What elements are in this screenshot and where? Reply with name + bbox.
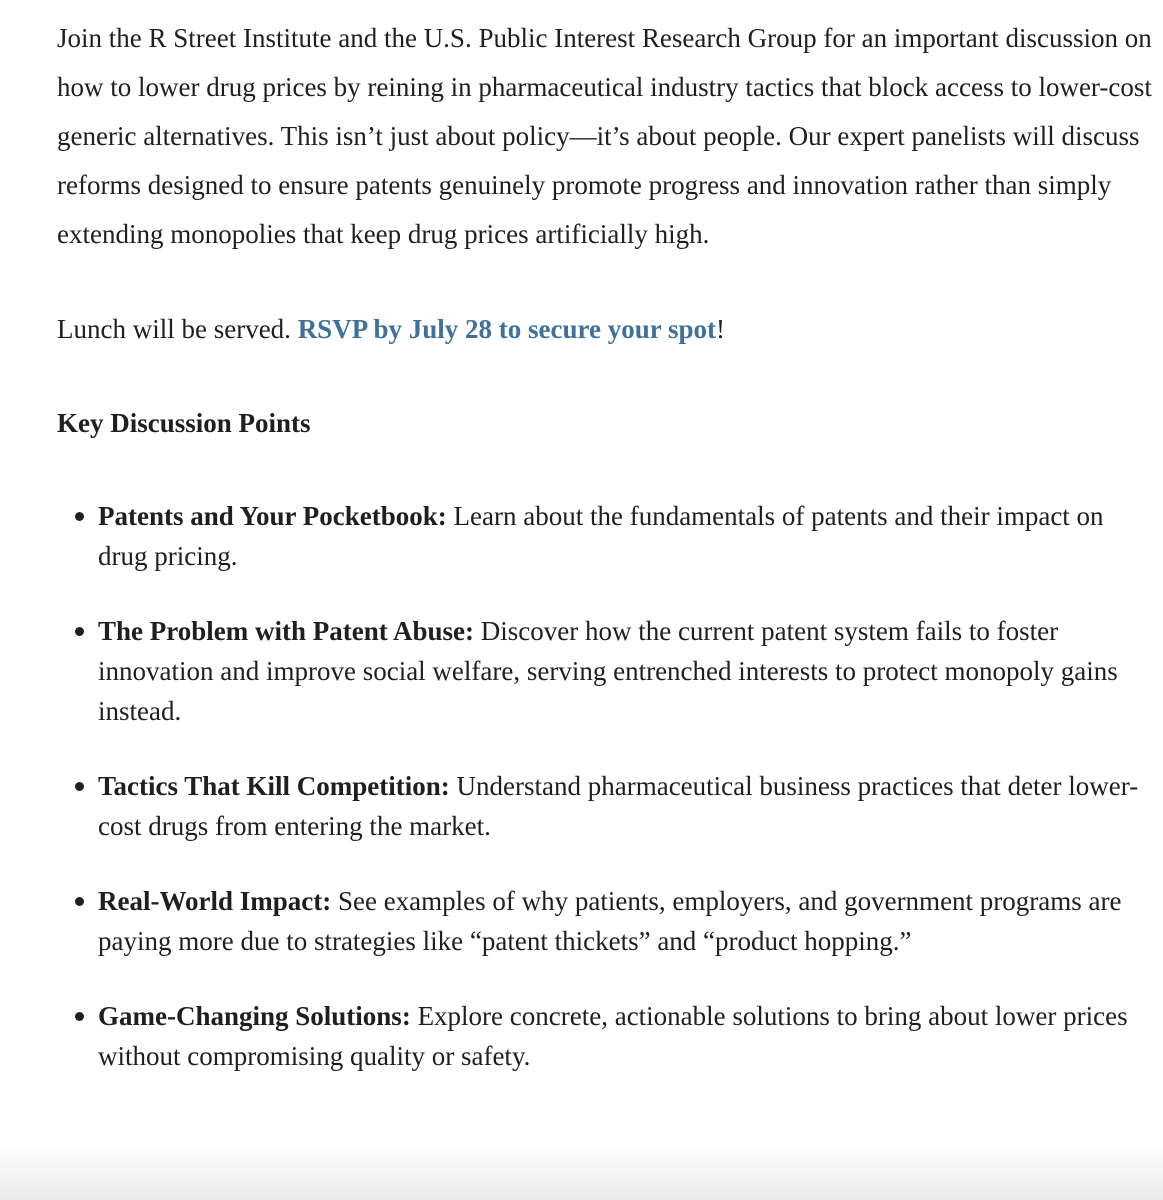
list-item bbox=[57, 766, 1152, 846]
point-term: Tactics That Kill Competition: bbox=[98, 771, 450, 801]
point-term: The Problem with Patent Abuse: bbox=[98, 616, 474, 646]
bottom-fade bbox=[0, 1140, 1163, 1200]
lunch-text: Lunch will be served. bbox=[57, 314, 298, 344]
rsvp-link[interactable]: RSVP by July 28 to secure your spot bbox=[297, 314, 716, 344]
point-term: Game-Changing Solutions: bbox=[98, 1001, 411, 1031]
lunch-suffix: ! bbox=[715, 314, 725, 344]
bullet-icon bbox=[75, 512, 84, 521]
section-heading: Key Discussion Points bbox=[57, 408, 311, 438]
list-item bbox=[57, 996, 1152, 1076]
point-text: Discover how the current patent system fails to foster innovation and improve social welfare, serving entrenched interests to protect monopoly gains instead. bbox=[98, 616, 1118, 726]
bullet-icon bbox=[75, 1012, 84, 1021]
list-item bbox=[57, 611, 1152, 731]
article-body bbox=[57, 14, 1152, 1111]
bullet-icon bbox=[75, 782, 84, 791]
list-item bbox=[57, 496, 1152, 576]
point-text: Explore concrete, actionable solutions to bring about lower prices without compromising quality or safety. bbox=[98, 1001, 1128, 1071]
discussion-points-list bbox=[57, 496, 1152, 1076]
point-term: Real-World Impact: bbox=[98, 886, 332, 916]
list-item bbox=[57, 881, 1152, 961]
bullet-icon bbox=[75, 897, 84, 906]
intro-paragraph: Join the R Street Institute and the U.S. Public Interest Research Group for an important discussion on how to lower drug prices by reining in pharmaceutical industry tactics that block access to lower-cost generic alternatives. This isn’t just about policy—it’s about people. Our expert panelists will discuss reforms designed to ensure patents genuinely promote progress and innovation rather than simply extending monopolies that keep drug prices artificially high. bbox=[57, 23, 1152, 249]
bullet-icon bbox=[75, 627, 84, 636]
point-text: Understand pharmaceutical business practices that deter lower-cost drugs from entering the market. bbox=[98, 771, 1139, 841]
point-term: Patents and Your Pocketbook: bbox=[98, 501, 447, 531]
lunch-rsvp-paragraph bbox=[57, 305, 1152, 354]
point-text: Learn about the fundamentals of patents and their impact on drug pricing. bbox=[98, 501, 1104, 571]
point-text: See examples of why patients, employers, and government programs are paying more due to strategies like “patent thickets” and “product hopping.” bbox=[98, 886, 1122, 956]
